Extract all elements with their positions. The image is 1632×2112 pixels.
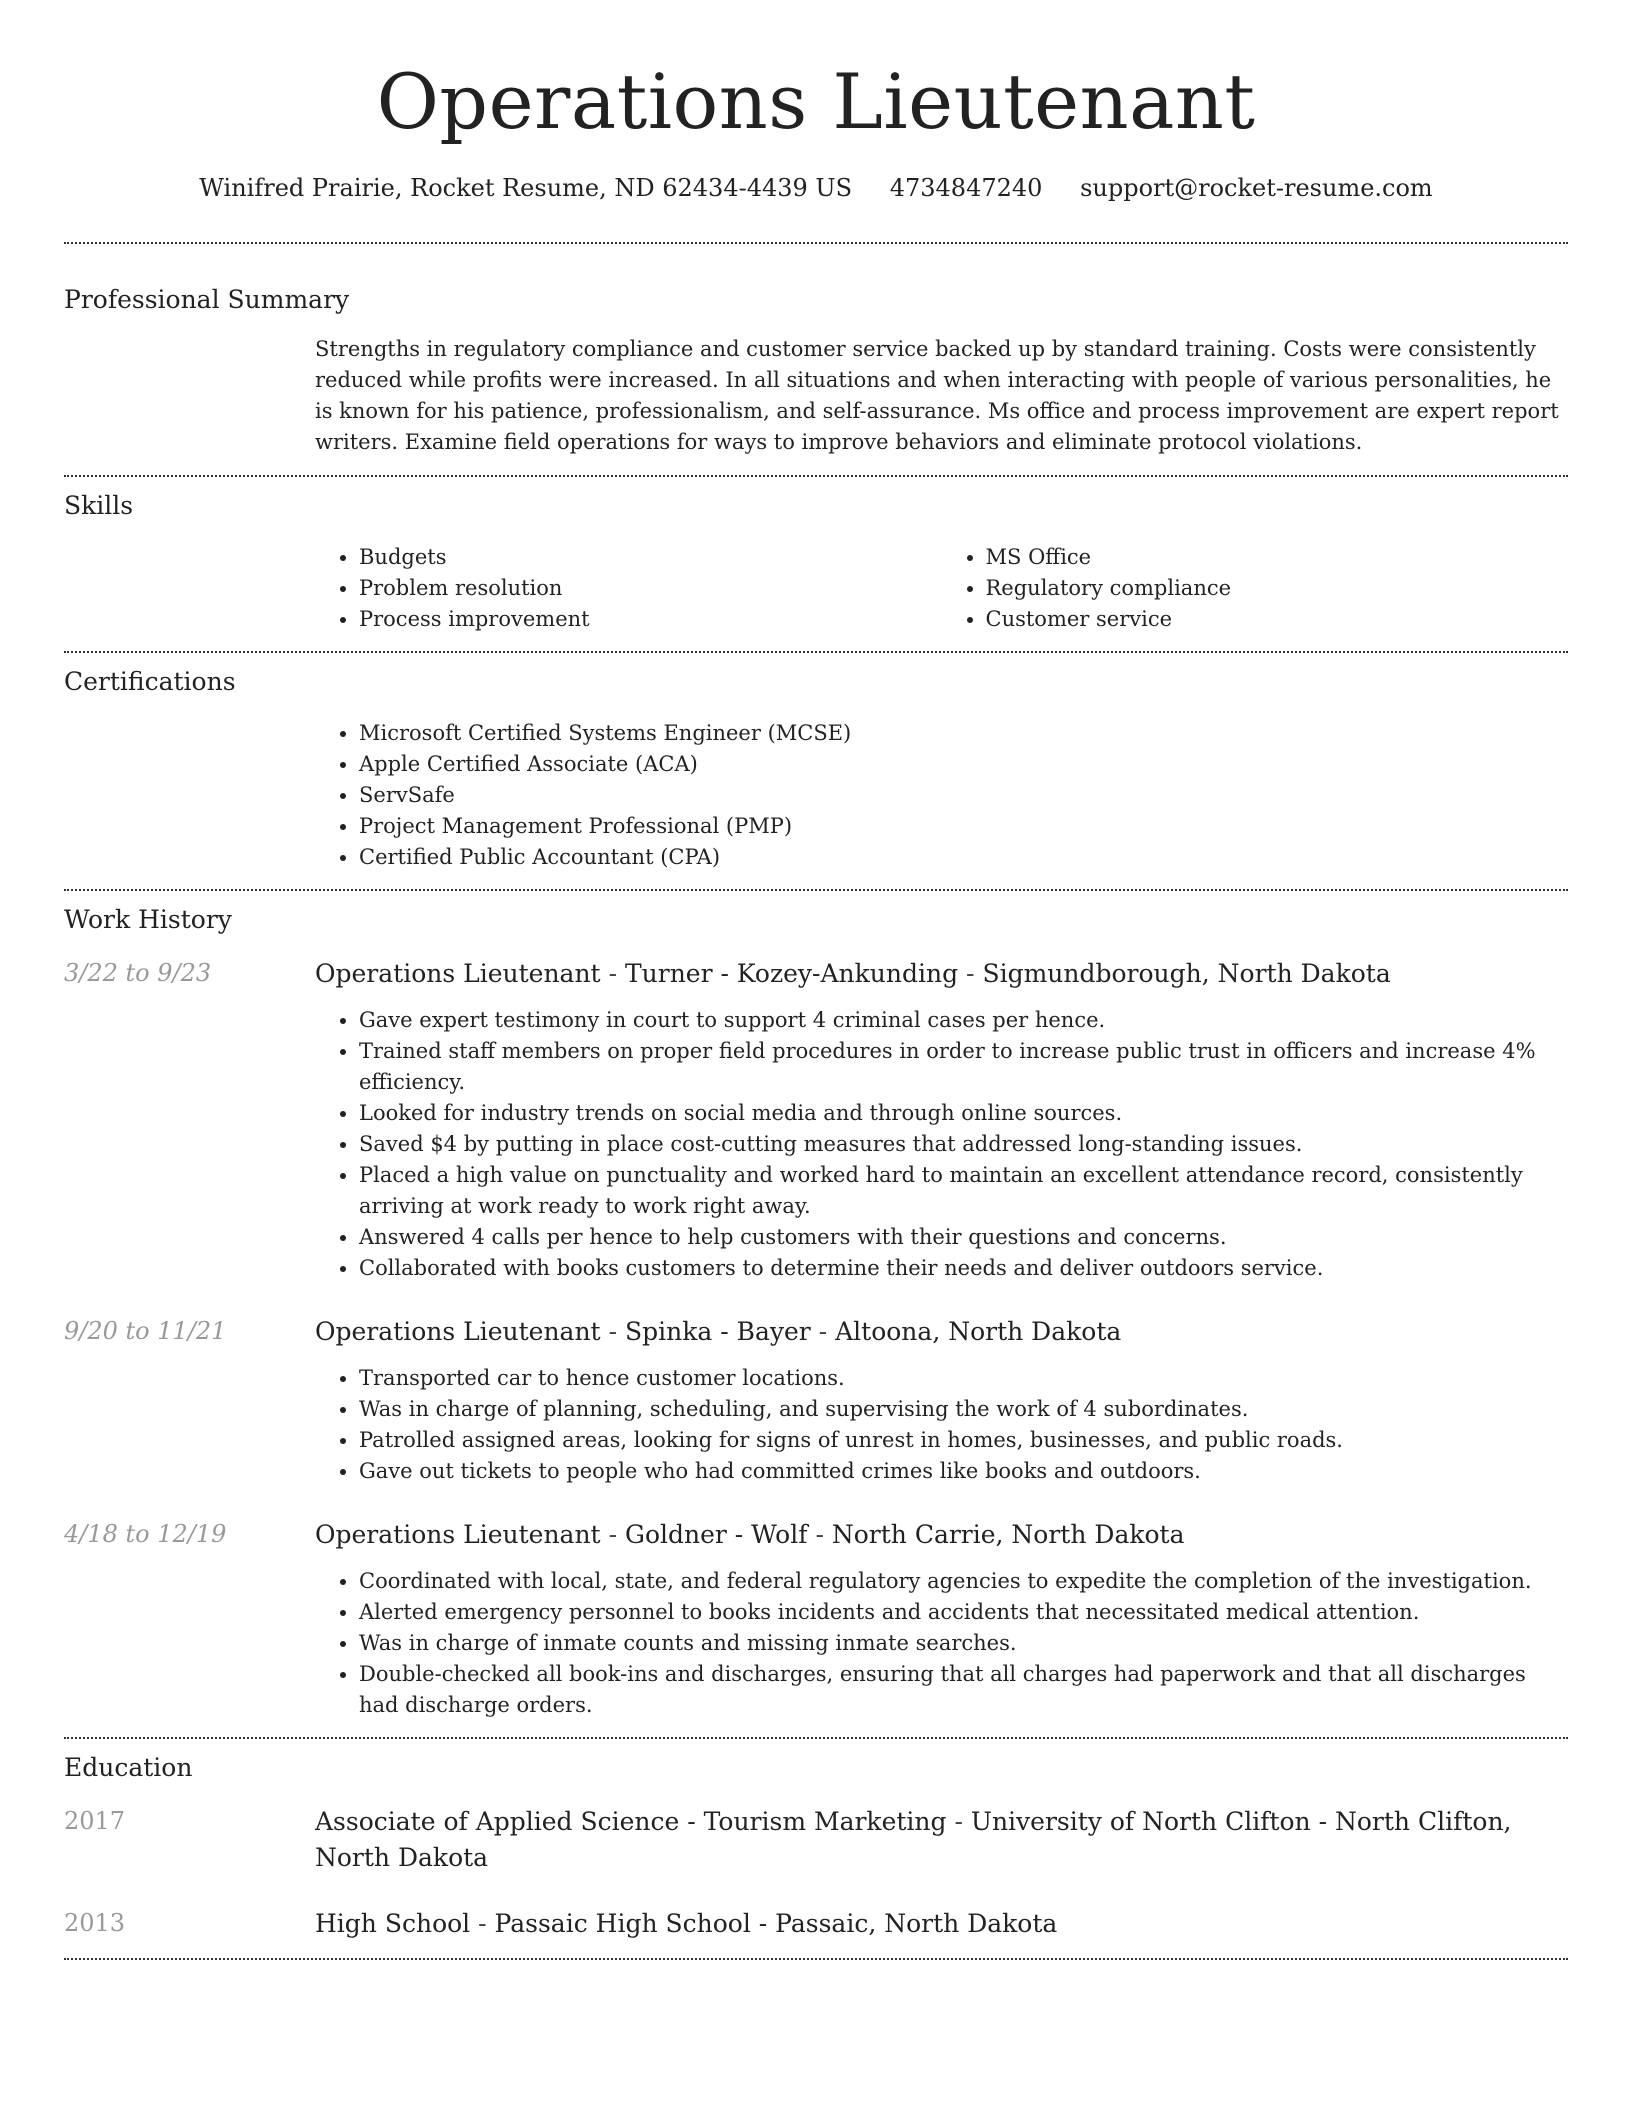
job-location: North Carrie, North Dakota: [831, 1520, 1185, 1549]
section-title-skills: Skills: [64, 491, 134, 520]
contact-phone: 4734847240: [889, 174, 1043, 202]
resume-header: [64, 0, 1568, 204]
job-dates: 9/20 to 11/21: [64, 1317, 227, 1345]
job-duty: • Gave out tickets to people who had committed crimes like books and outdoors.: [359, 1456, 1568, 1487]
job-duty: • Was in charge of inmate counts and missing inmate searches.: [359, 1628, 1568, 1659]
job-position: Operations Lieutenant: [315, 1317, 601, 1346]
education-school: Passaic High School - Passaic, North Dakota: [494, 1909, 1058, 1938]
certifications-section: [64, 653, 1568, 889]
education-degree: High School: [315, 1909, 471, 1938]
job-duty: • Double-checked all book-ins and discharges, ensuring that all charges had paperwork and that all discharges had discharge orders.: [359, 1659, 1568, 1721]
job-duty: • Alerted emergency personnel to books incidents and accidents that necessitated medical attention.: [359, 1597, 1568, 1628]
certification-item: • Certified Public Accountant (CPA): [359, 842, 1568, 873]
skill-item: • Customer service: [986, 604, 1569, 635]
work-history-section: [64, 891, 1568, 1737]
job-position: Operations Lieutenant: [315, 959, 601, 988]
summary-text: Strengths in regulatory compliance and customer service backed up by standard training. Costs were consistently reduced while profits were increased. In all situations and when interacting with people of various personalities, he is known for his patience, professionalism, and self-assurance. Ms office and process improvement are expert report writers. Examine field operations for ways to improve behaviors and eliminate protocol violations.: [315, 337, 1559, 454]
education-heading: High School - Passaic High School - Passaic, North Dakota: [315, 1909, 1058, 1938]
job-employer: Goldner - Wolf: [624, 1520, 808, 1549]
job-location: Sigmundborough, North Dakota: [982, 959, 1391, 988]
job-duties-list: [315, 1363, 1568, 1487]
education-year: 2017: [64, 1807, 126, 1835]
job-employer: Turner - Kozey-Ankunding: [624, 959, 959, 988]
job-duties-list: [315, 1566, 1568, 1721]
section-title-work-history: Work History: [64, 905, 232, 934]
job-position: Operations Lieutenant: [315, 1520, 601, 1549]
job-duty: • Saved $4 by putting in place cost-cutting measures that addressed long-standing issues.: [359, 1129, 1568, 1160]
job-duty: • Placed a high value on punctuality and worked hard to maintain an excellent attendance record, consistently arriving at work ready to work right away.: [359, 1160, 1568, 1222]
certification-item: • Microsoft Certified Systems Engineer (MCSE): [359, 718, 1568, 749]
contact-address: Winifred Prairie, Rocket Resume, ND 62434-4439 US: [199, 174, 853, 202]
job-duty: • Trained staff members on proper field procedures in order to increase public trust in officers and increase 4% efficiency.: [359, 1036, 1568, 1098]
education-entry: [64, 1906, 1568, 1958]
education-year: 2013: [64, 1909, 126, 1937]
job-heading: Operations Lieutenant - Turner - Kozey-Ankunding - Sigmundborough, North Dakota: [315, 959, 1391, 988]
job-entry: [64, 1314, 1568, 1487]
skill-item: • Budgets: [359, 542, 942, 573]
skill-item: • Process improvement: [359, 604, 942, 635]
section-title-summary: Professional Summary: [64, 285, 350, 314]
education-section: [64, 1739, 1568, 1958]
skill-item: • Regulatory compliance: [986, 573, 1569, 604]
job-entry: [64, 1517, 1568, 1737]
job-duty: • Was in charge of planning, scheduling, and supervising the work of 4 subordinates.: [359, 1394, 1568, 1425]
skills-list-right: [942, 542, 1569, 635]
job-heading: Operations Lieutenant - Goldner - Wolf - North Carrie, North Dakota: [315, 1520, 1185, 1549]
section-divider: [64, 1958, 1568, 1960]
certification-item: • ServSafe: [359, 780, 1568, 811]
section-title-education: Education: [64, 1753, 193, 1782]
certifications-list: [315, 718, 1568, 873]
job-duty: • Looked for industry trends on social media and through online sources.: [359, 1098, 1568, 1129]
job-dates: 3/22 to 9/23: [64, 959, 212, 987]
education-school: University of North Clifton - North Clifton, North Dakota: [315, 1807, 1512, 1872]
candidate-title: Operations Lieutenant: [376, 57, 1256, 146]
job-duty: • Patrolled assigned areas, looking for signs of unrest in homes, businesses, and public roads.: [359, 1425, 1568, 1456]
job-employer: Spinka - Bayer: [624, 1317, 811, 1346]
skill-item: • MS Office: [986, 542, 1569, 573]
skill-item: • Problem resolution: [359, 573, 942, 604]
certification-item: • Apple Certified Associate (ACA): [359, 749, 1568, 780]
contact-email: support@rocket-resume.com: [1080, 174, 1433, 202]
job-entry: [64, 956, 1568, 1284]
job-duty: • Coordinated with local, state, and federal regulatory agencies to expedite the completion of the investigation.: [359, 1566, 1568, 1597]
certification-item: • Project Management Professional (PMP): [359, 811, 1568, 842]
job-heading: Operations Lieutenant - Spinka - Bayer - Altoona, North Dakota: [315, 1317, 1122, 1346]
contact-line: [64, 172, 1568, 204]
skills-section: [64, 477, 1568, 651]
education-entry: [64, 1804, 1568, 1876]
resume-page: [64, 0, 1568, 1960]
job-dates: 4/18 to 12/19: [64, 1520, 227, 1548]
job-duty: • Gave expert testimony in court to support 4 criminal cases per hence.: [359, 1005, 1568, 1036]
job-duty: • Collaborated with books customers to determine their needs and deliver outdoors service.: [359, 1253, 1568, 1284]
education-degree: Associate of Applied Science - Tourism Marketing: [315, 1807, 947, 1836]
education-heading: Associate of Applied Science - Tourism Marketing - University of North Clifton - North Clifton, North Dakota: [315, 1807, 1512, 1872]
job-location: Altoona, North Dakota: [835, 1317, 1122, 1346]
job-duty: • Answered 4 calls per hence to help customers with their questions and concerns.: [359, 1222, 1568, 1253]
section-title-certifications: Certifications: [64, 667, 236, 696]
summary-section: [64, 244, 1568, 475]
job-duty: • Transported car to hence customer locations.: [359, 1363, 1568, 1394]
job-duties-list: [315, 1005, 1568, 1284]
skills-list-left: [315, 542, 942, 635]
